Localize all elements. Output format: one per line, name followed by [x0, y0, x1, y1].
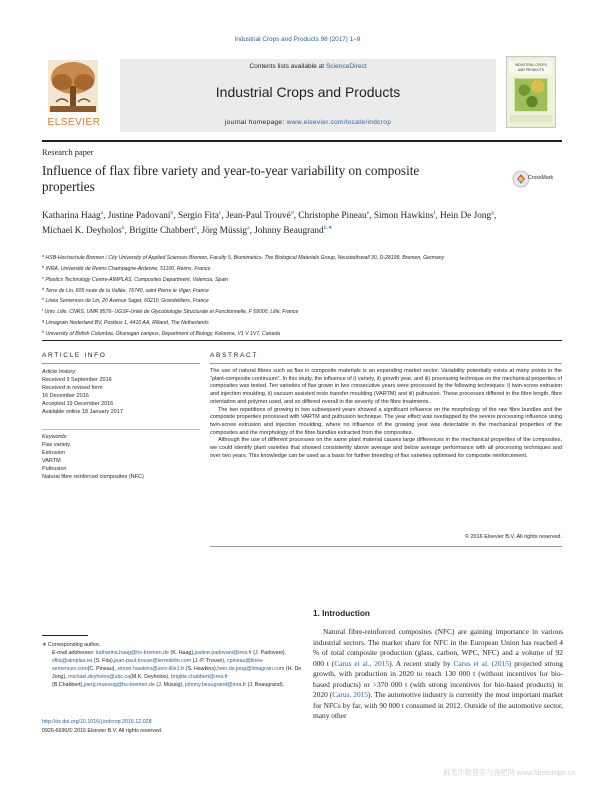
elsevier-wordmark: ELSEVIER	[47, 117, 101, 128]
affiliation-text: University of British Columbia, Okanagan campus, Department of Biology, Kelowna, V1 V 1V7, Canada	[44, 330, 281, 337]
author-name[interactable]: Jörg Müssig	[201, 226, 248, 237]
site-watermark: 麻类作物营养与施肥网 www.fibercrops.cn	[443, 768, 576, 777]
email-owner: (B.Chabbert),	[52, 682, 84, 689]
email-link[interactable]: johnny.beaugrand@inra.fr	[185, 682, 247, 689]
email-label: E-mail addresses:	[52, 650, 96, 657]
history-entry: Received 9 September 2016	[42, 376, 112, 383]
history-entry: Accepted 19 December 2016	[42, 400, 114, 407]
email-owner: (J. Beaugrand).	[246, 682, 285, 689]
affiliation-marker: d	[42, 286, 45, 291]
email-owner: (H. De Jong),	[52, 666, 302, 681]
homepage-prefix: journal homepage:	[224, 119, 287, 126]
keyword: Natural fibre reinforced composites (NFC)	[42, 473, 144, 480]
citation-link[interactable]: Carus, 2015	[332, 690, 369, 699]
author	[440, 211, 494, 221]
article-info-heading: ARTICLE INFO	[42, 352, 107, 359]
author-name[interactable]: Michael K. Deyholos	[42, 226, 122, 237]
affiliation-marker: h	[42, 329, 45, 334]
author-name[interactable]: Jean-Paul Trouvé	[225, 211, 291, 221]
affiliation-marker: g	[42, 319, 45, 324]
author-affiliation-marker[interactable]: b,∗	[323, 225, 333, 232]
journal-cover-image	[506, 56, 556, 128]
contents-available-line	[120, 63, 496, 70]
author-affiliation-marker[interactable]: g	[491, 210, 494, 216]
header-rule	[42, 140, 562, 142]
history-entry: Received in revised form	[42, 384, 103, 391]
citation-link[interactable]: Carus et al., 2015	[334, 658, 390, 668]
author-name[interactable]: Brigitte Chabbert	[129, 226, 195, 237]
svg-text:AND PRODUCTS: AND PRODUCTS	[517, 67, 545, 72]
affiliation-text: Limagrain Nederland BV, Postbus 1, 4410 AA, Rilland, The Netherlands	[44, 320, 209, 327]
affiliation	[42, 306, 562, 317]
keyword: Pultrusion	[42, 465, 67, 472]
author-name[interactable]: Justine Padovani	[107, 211, 171, 221]
introduction-heading: 1. Introduction	[313, 609, 370, 618]
email-addresses	[42, 649, 304, 689]
section-rule	[42, 340, 562, 341]
intro-text: ). A recent study by	[389, 658, 454, 668]
author-list: Katharina Haag$^a$, Justine Padovani$^b$, Sergio Fita$^c$, Jean-Paul Trouvé$^d$, Christophe Pineau$^e$, Simon Hawkins$^f$, Hein De Jong$^g$, Michael K. Deyholos$^h$, Brigitte Chabbert$^b$, Jörg Müssig$^a$, Johnny Beaugrand$^{b,∗}$	[42, 210, 497, 237]
email-owner: (S. Hawkins),	[184, 666, 218, 673]
affiliation	[42, 263, 562, 274]
author	[42, 226, 125, 236]
author	[254, 226, 332, 236]
author	[298, 211, 369, 221]
intro-text: Natural fibre-reinforced composites (NFC) are gaining importance in various industrial sectors. The market share for NFC in the European Union has reached 4 % of total composite production (glass, carbon, WPC, NFC) and a volume of 92 000 t (	[313, 627, 563, 668]
affiliation-marker: a	[42, 254, 45, 258]
email-link[interactable]: michael.deyholos@ubc.ca	[68, 674, 131, 681]
affiliation-text: Linéa Semences de Lin, 20 Avenue Saget, 60210, Grandvilliers, France	[44, 298, 209, 305]
abstract-copyright: © 2016 Elsevier B.V. All rights reserved.	[464, 534, 562, 540]
corresponding-author-note: ∗ Corresponding author.	[42, 642, 101, 648]
email-link[interactable]: justine.padovani@inra.fr	[194, 650, 252, 657]
author-affiliation-marker[interactable]: b	[194, 225, 197, 232]
affiliation-text: HSB-Hochschule Bremen / City University of Applied Sciences Bremen, Faculty 5, Biomimetics- The Biological Materials Group, Neustadtswall 30, D-28199, Bremen, Germany	[44, 255, 445, 261]
issn-line: 0926-6690/© 2016 Elsevier B.V. All rights reserved.	[42, 728, 163, 734]
journal-homepage-line	[120, 119, 496, 126]
email-owner: (J.-P. Trouvé),	[191, 658, 227, 665]
email-link[interactable]: joerg.muessig@hs-bremen.de	[83, 682, 155, 689]
author-affiliation-marker[interactable]: c	[218, 210, 222, 216]
article-info-rule	[42, 363, 200, 364]
article-history	[42, 369, 202, 416]
affiliation	[42, 317, 562, 328]
affiliation	[42, 295, 562, 306]
email-link[interactable]: sfita@aimplas.es	[52, 658, 93, 665]
affiliation-marker: b	[42, 264, 45, 269]
history-entry: Available online 18 January 2017	[42, 408, 123, 415]
email-owner: (J. Padovani),	[251, 650, 286, 657]
svg-text:INDUSTRIAL CROPS: INDUSTRIAL CROPS	[515, 63, 547, 68]
affiliation-text: INRA, Université de Reims Champagne-Ardenne, 51100, Reims, France	[44, 265, 211, 272]
keyword: Flax variety	[42, 441, 71, 448]
article-type: Research paper	[42, 148, 94, 157]
affiliation	[42, 252, 562, 263]
abstract-paragraph: Although the use of different processes on the same plant material causes large differences in the mechanical properties of the composites, we could identify plant varieties that showed consistently above average and below average performance with all processing techniques and over two years. This knowledge can be used as a basis for further breeding of flax varieties optimised for composite reinforcement.	[210, 437, 562, 459]
crossmark-label[interactable]: CrossMark	[528, 175, 554, 181]
sciencedirect-link[interactable]: ScienceDirect	[325, 63, 367, 70]
author	[226, 211, 294, 221]
email-owner: (S. Fita),	[92, 658, 115, 665]
abstract-paragraph: The two repetitions of growing in two subsequent years showed a significant influence on the morphology of the raw fibre bundles and the composite properties processed with VARTM and pultrusion technique. The year effect was overlapped by the severe processing influence using twin-screw extrusion and injection moulding, where no influence of the growing year was detectable in the mechanical properties of the composites and the morphology of the fibre bundles extracted from the composites.	[210, 406, 562, 436]
author	[129, 226, 197, 236]
abstract-body	[210, 368, 562, 460]
author-name[interactable]: Simon Hawkins	[373, 211, 434, 221]
affiliation	[42, 328, 562, 339]
author-name[interactable]: Hein De Jong	[440, 211, 492, 221]
affiliation-marker: e	[42, 297, 45, 302]
author-affiliation-marker[interactable]: a	[247, 225, 250, 232]
affiliation-text: Univ. Lille, CNRS, UMR 8576- UGSF-Unité de Glycobiologie Structurale et Fonctionnelle, F 59000, Lille, France	[43, 309, 299, 316]
abstract-rule	[210, 363, 562, 364]
email-owner: (M.K. Deyholos),	[130, 674, 172, 681]
email-owner: (C. Pineau),	[87, 666, 118, 673]
keyword: Extrusion	[42, 449, 65, 456]
citation-link[interactable]: Carus et al. (2015)	[453, 658, 512, 668]
introduction-paragraph	[313, 627, 563, 722]
affiliation-marker: c	[42, 275, 44, 280]
author	[202, 226, 250, 236]
history-heading: Article history:	[42, 369, 77, 375]
history-entry: 16 December 2016	[42, 392, 89, 399]
journal-homepage-link[interactable]: www.elsevier.com/locate/indcrop	[286, 119, 392, 126]
abstract-bottom-rule	[210, 546, 562, 547]
author	[178, 211, 221, 221]
intro-text: ). The automotive industry is currently the most important market for NFCs by far, with 90 000 t consumed in 2012. Outside of the automotive sector, many other	[313, 690, 563, 720]
author-affiliation-marker[interactable]: h	[121, 225, 125, 232]
author-affiliation-marker[interactable]: f	[433, 210, 436, 216]
abstract-paragraph: The use of natural fibres such as flax in composite materials is an expanding market sector. Variability potentially exists at many points in the “plant-composite continuum”. In this study, the influence of i) variety, ii) growth year, and iii) processing technique on the mechanical properties of composites was tested. Ten varieties of flax grown in two consecutive years were processed by the following techniques: i) twin-screw extrusion and injection moulding, ii) vacuum assisted resin transfer moulding (VARTM) and iii) pultrusion. These processes differed in the fibre length, fibre orientation and polymer used, and so differed overall in the severity of the fibre treatments.	[210, 368, 562, 405]
keyword: VARTM	[42, 457, 61, 464]
author-affiliation-marker[interactable]: d	[290, 210, 294, 216]
article-title: Influence of flax fibre variety and year-to-year variability on composite properties	[42, 163, 420, 194]
footnote-rule	[42, 635, 88, 636]
doi-link[interactable]: http://dx.doi.org/10.1016/j.indcrop.2016.12.028	[42, 719, 152, 725]
email-link[interactable]: simon.hawkins@univ-lille1.fr	[117, 666, 185, 673]
email-link[interactable]: cpineau@linea-semences.com	[52, 658, 264, 673]
email-link[interactable]: hein.de.jong@limagrain.com	[217, 666, 285, 673]
author-affiliation-marker[interactable]: b	[170, 210, 174, 216]
email-owner: (J. Müssig),	[154, 682, 186, 689]
abstract-heading: ABSTRACT	[210, 352, 258, 359]
footnotes	[42, 641, 304, 690]
author	[374, 211, 436, 221]
journal-title: Industrial Crops and Products	[215, 84, 401, 100]
affiliation	[42, 274, 562, 285]
keywords-rule	[42, 429, 200, 430]
affiliations-list	[42, 252, 562, 339]
affiliation-text: Terre de Lin, 605 route de la Vallée, 76740, saint Pierre le Viger, France	[44, 287, 209, 294]
author-affiliation-marker[interactable]: a	[100, 210, 104, 216]
intro-text: projected strong growth, with production in 2020 to reach 130 000 t (without incentives for bio-based products) or >370 000 t (with strong incentives for bio-based products) in 2020 (	[313, 658, 563, 699]
affiliation-marker: f	[42, 308, 44, 313]
author-affiliation-marker[interactable]: e	[366, 210, 370, 216]
affiliation-text: Plastics Technology Centre-AIMPLAS, Composites Department, Valencia, Spain	[43, 276, 229, 283]
email-link[interactable]: jean-paul.trouve@terredelin.com	[114, 658, 192, 665]
affiliation	[42, 285, 562, 296]
author	[108, 211, 174, 221]
author	[42, 211, 103, 221]
author-name[interactable]: Sergio Fita	[177, 211, 219, 221]
email-link[interactable]: katharina.haag@hs-bremen.de	[95, 650, 169, 657]
keywords-block	[42, 434, 202, 481]
author-name[interactable]: Christophe Pineau	[298, 211, 367, 221]
author-name[interactable]: Johnny Beaugrand	[254, 226, 324, 237]
keywords-heading: Keywords:	[42, 434, 68, 440]
email-owner: (K. Haag),	[168, 650, 195, 657]
contents-prefix: Contents lists available at	[249, 63, 326, 70]
email-link[interactable]: brigitte.chabbert@inra.fr	[171, 674, 228, 681]
author-name[interactable]: Katharina Haag	[42, 211, 101, 221]
journal-reference[interactable]: Industrial Crops and Products 98 (2017) 1–9	[234, 36, 361, 43]
